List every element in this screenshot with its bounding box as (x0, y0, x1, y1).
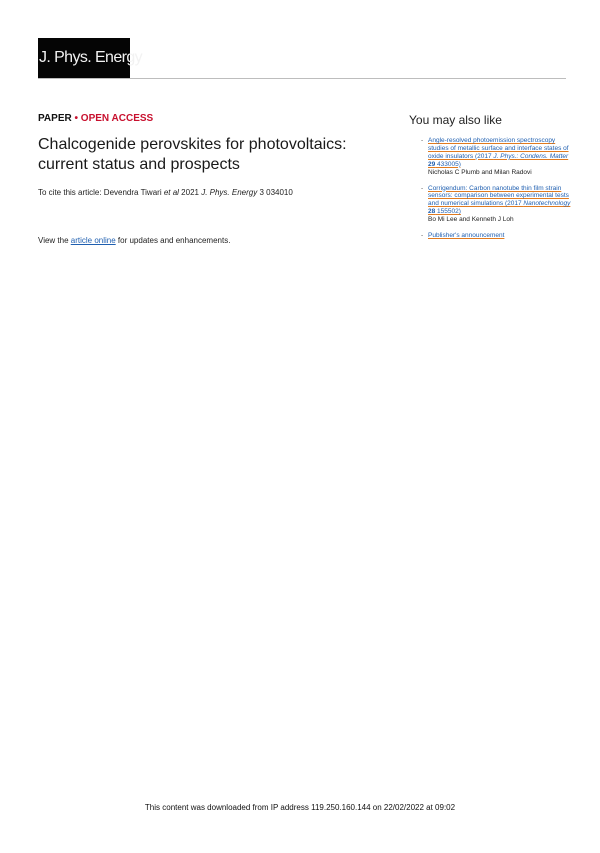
journal-logo[interactable] (38, 38, 143, 78)
citation-prefix: To cite this article: Devendra Tiwari (38, 188, 164, 197)
related-authors: Nicholas C Plumb and Milan Radovi (428, 168, 532, 176)
journal-logo-text: J. Phys. Energy (39, 49, 143, 66)
article-online-link[interactable]: article online (70, 236, 116, 245)
view-online-line (38, 236, 230, 245)
type-separator: • (74, 113, 79, 124)
related-link-text: Angle-resolved photoemission spectroscopy studies of metallic surface and interface states of oxide insulators (2017 (428, 137, 569, 160)
related-link-journal: Nanotechnology (523, 200, 571, 208)
citation-volume: 3 034010 (257, 188, 293, 197)
article-title: Chalcogenide perovskites for photovoltaics: current status and prospects (38, 136, 347, 173)
view-suffix: for updates and enhancements. (115, 236, 231, 245)
related-list (421, 137, 571, 248)
open-access-label: OPEN ACCESS (80, 113, 154, 124)
related-link-text: Corrigendum: Carbon nanotube thin film strain sensors: comparison between experimental tests and numerical simulations (2017 (428, 184, 569, 208)
citation-year: 2021 (178, 188, 202, 197)
list-bullet: - (421, 184, 424, 192)
article-type-line (38, 113, 153, 124)
citation-etal: et al (163, 188, 179, 197)
related-authors: Bo Mi Lee and Kenneth J Loh (428, 216, 514, 224)
related-link-tail: 155502) (435, 208, 461, 216)
view-prefix: View the (38, 236, 71, 245)
related-link-tail: 433005) (435, 160, 461, 168)
citation-journal: J. Phys. Energy (201, 188, 258, 197)
download-notice: This content was downloaded from IP address 119.250.160.144 on 22/02/2022 at 09:02 (144, 803, 456, 812)
related-item (421, 232, 571, 240)
list-bullet: - (421, 137, 424, 144)
list-bullet: - (421, 232, 424, 240)
article-type-label: PAPER (38, 113, 72, 124)
related-item (421, 185, 571, 225)
related-item (421, 137, 571, 177)
related-link-volume: 29 (428, 160, 436, 168)
related-link-1[interactable] (428, 137, 569, 168)
related-heading: You may also like (409, 113, 502, 127)
related-link-volume: 28 (428, 208, 436, 216)
citation-line (38, 188, 293, 197)
header-divider (38, 78, 566, 79)
publisher-announcement-link[interactable]: Publisher's announcement (428, 232, 505, 240)
related-link-journal: J. Phys.: Condens. Matter (493, 152, 569, 160)
related-link-2[interactable] (428, 185, 570, 216)
